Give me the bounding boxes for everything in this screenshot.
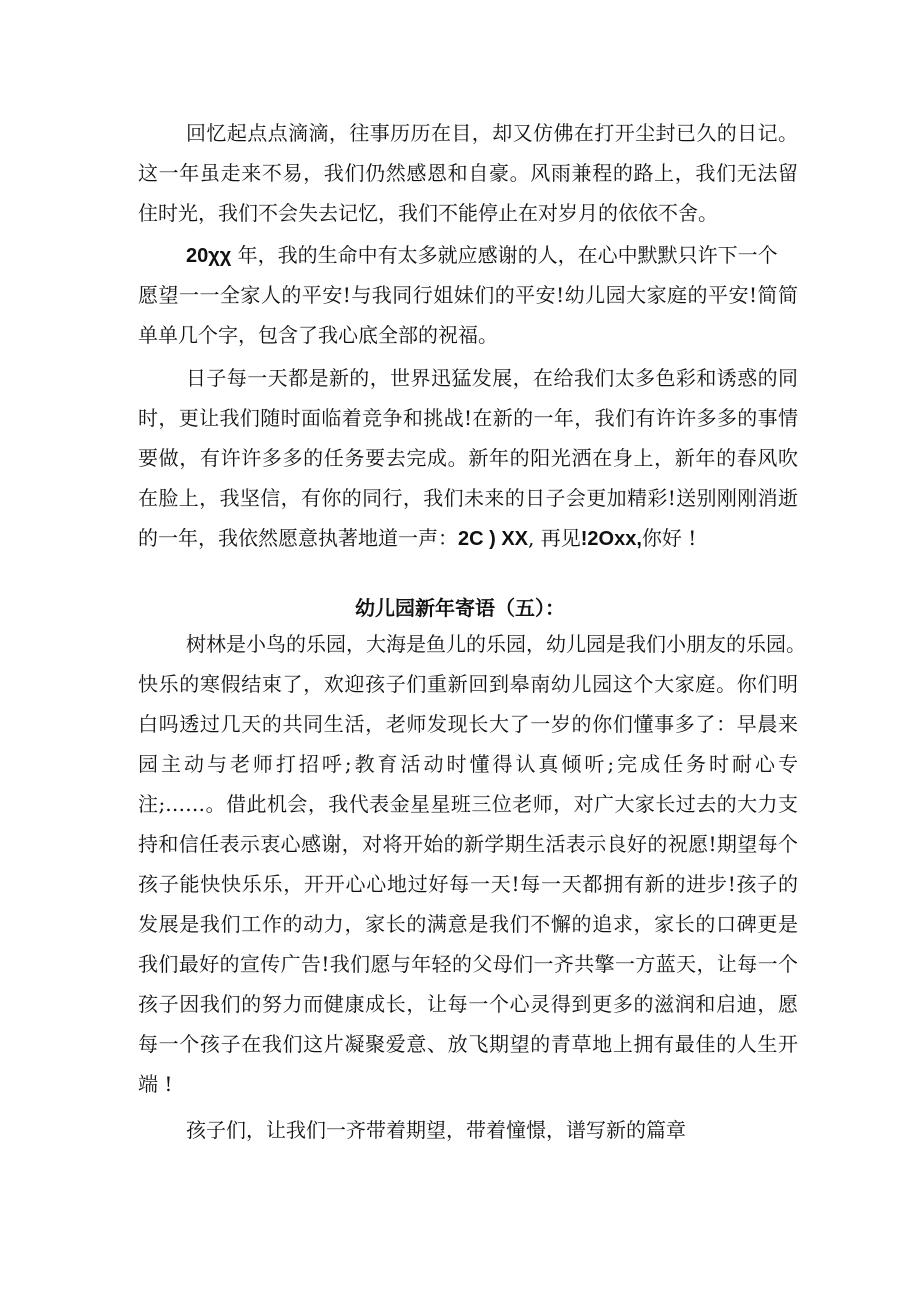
paragraph4-line12: 端 ! (138, 1072, 173, 1096)
paragraph1-line3: 住时光，我们不会失去记忆，我们不能停止在对岁月的依依不舍。 (138, 201, 718, 225)
paragraph4-line7: 孩子能快快乐乐，开开心心地过好每一天!每一天都拥有新的进步!孩子的 (138, 872, 798, 896)
paragraph4-line8: 发展是我们工作的动力，家长的满意是我们不懈的追求，家长的口碑更是 (138, 912, 798, 936)
paragraph1-line1: 回忆起点点滴滴，往事历历在目，却又仿佛在打开尘封已久的日记。 (186, 121, 798, 145)
paragraph4-line11: 每一个孩子在我们这片凝聚爱意、放飞期望的青草地上拥有最佳的人生开 (138, 1032, 798, 1056)
paragraph2-line1-text: 年，我的生命中有太多就应感谢的人，在心中默默只许下一个 (237, 243, 778, 267)
year-label: 20χχ (186, 245, 232, 267)
paragraph3-line5 (138, 518, 798, 558)
paragraph4-line6: 持和信任表示衷心感谢，对将开始的新学期生活表示良好的祝愿!期望每个 (138, 832, 798, 856)
paragraph4-line4: 园主动与老师打招呼;教育活动时懂得认真倾听;完成任务时耐心专 (138, 752, 798, 776)
paragraph3-line3: 要做，有许许多多的任务要去完成。新年的阳光洒在身上，新年的春风吹 (138, 446, 798, 470)
paragraph2-line2: 愿望一一全家人的平安!与我同行姐妹们的平安!幼儿园大家庭的平安!简简 (138, 283, 798, 307)
section-heading: 幼儿园新年寄语（五）： (355, 596, 565, 620)
paragraph3-line4: 在脸上，我坚信，有你的同行，我们未来的日子会更加精彩!送别刚刚消逝 (138, 486, 798, 510)
paragraph3-line1: 日子每一天都是新的，世界迅猛发展，在给我们太多色彩和诱惑的同 (186, 366, 798, 390)
paragraph2-line3: 单单几个字，包含了我心底全部的祝福。 (138, 323, 498, 347)
greeting-text: 你好 ! (641, 526, 697, 550)
paragraph4-line10: 孩子因我们的努力而健康成长，让每一个心灵得到更多的滋润和启迪，愿 (138, 992, 798, 1016)
paragraph4-line2: 快乐的寒假结束了，欢迎孩子们重新回到皋南幼儿园这个大家庭。你们明 (138, 672, 798, 696)
paragraph4-line5: 注;……。借此机会，我代表金星星班三位老师，对广大家长过去的大力支 (138, 792, 798, 816)
paragraph3-line2: 时，更让我们随时面临着竞争和挑战!在新的一年，我们有许许多多的事情 (138, 406, 798, 430)
paragraph4-line1: 树林是小鸟的乐园，大海是鱼儿的乐园，幼儿园是我们小朋友的乐园。 (186, 632, 806, 656)
paragraph2-line1 (186, 235, 798, 275)
old-year-text: 2C ) XX (458, 528, 529, 550)
paragraph5-line1: 孩子们，让我们一齐带着期望，带着憧憬，谱写新的篇章 (186, 1118, 686, 1142)
paragraph4-line3: 白吗透过几天的共同生活，老师发现长大了一岁的你们懂事多了：早晨来 (138, 712, 798, 736)
paragraph4-line9: 我们最好的宣传广告!我们愿与年轻的父母们一齐共擎一方蓝天，让每一个 (138, 952, 798, 976)
paragraph3-line5-prefix: 的一年，我依然愿意执著地道一声： (138, 526, 458, 550)
farewell-text: , 再见 (528, 526, 581, 550)
new-year-text: !2Oxx, (580, 528, 642, 550)
paragraph1-line2: 这一年虽走来不易，我们仍然感恩和自豪。风雨兼程的路上，我们无法留 (138, 161, 798, 185)
